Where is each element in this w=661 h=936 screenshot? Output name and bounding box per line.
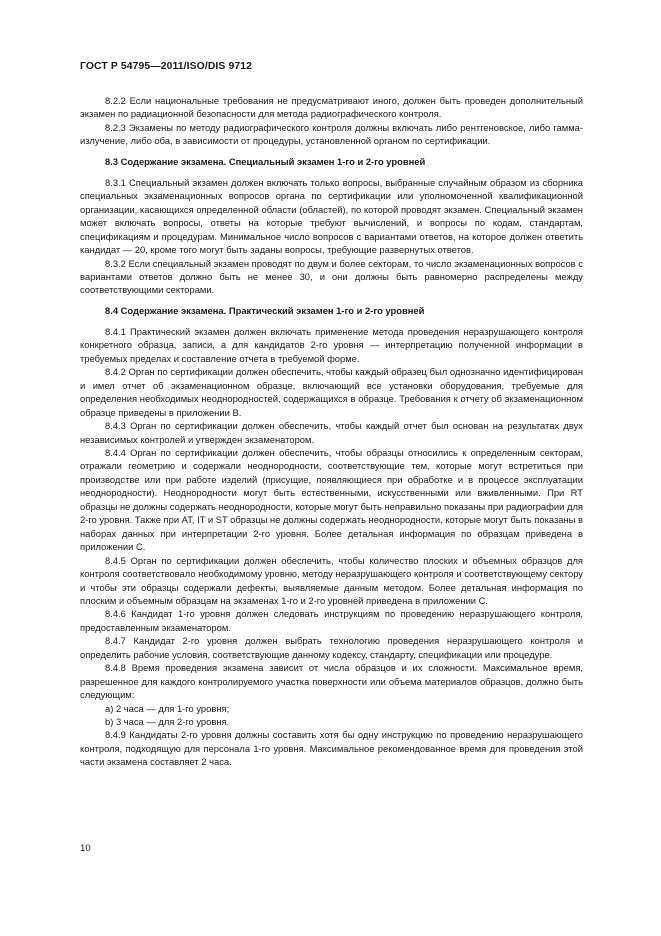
paragraph-8-4-1: 8.4.1 Практический экзамен должен включать применение метода проведения неразрушающего контроля конкретного образца, записи, а для кандидатов 2-го уровня — интерпретацию полученной информации в требуемых пределах и составление отчета в требуемой форме. xyxy=(80,325,583,364)
page-number: 10 xyxy=(80,843,91,854)
paragraph-8-4-5: 8.4.5 Орган по сертификации должен обеспечить, чтобы количество плоских и объемных образцов для контроля соответствовало необходимому уровню, методу неразрушающего контроля и соответствующему сектору и чтобы эти образцы содержали дефекты, выявляемые данным методом. Более детальная информация по плоским и объемным образцам на экзаменах 1-го и 2-го уровней приведена в приложении С. xyxy=(80,554,583,606)
paragraph-8-4-9: 8.4.9 Кандидаты 2-го уровня должны составить хотя бы одну инструкцию по проведению неразрушающего контроля, подходящую для персонала 1-го уровня. Максимальное рекомендованное время для проведения этой части экзамена составляет 2 часа. xyxy=(80,729,583,768)
paragraph-8-3-2: 8.3.2 Если специальный экзамен проводят по двум и более секторам, то число экзаменационных вопросов с вариантами ответов должно быть не менее 30, и они должны быть равномерно распределены между соответствующими секторами. xyxy=(80,257,583,296)
paragraph-8-4-3: 8.4.3 Орган по сертификации должен обеспечить, чтобы каждый отчет был основан на результатах двух независимых контролей и утвержден экзаменатором. xyxy=(80,420,583,445)
standard-designation: ГОСТ Р 54795—2011/ISO/DIS 9712 xyxy=(80,61,252,72)
paragraph-8-4-6: 8.4.6 Кандидат 1-го уровня должен следовать инструкциям по проведению неразрушающего контроля, предоставленным экзаменатором. xyxy=(80,608,583,633)
paragraph-8-2-3: 8.2.3 Экзамены по методу радиографического контроля должны включать либо рентгеновское, либо гамма-излучение, либо оба, в зависимости от процедуры, установленной органом по сертификации. xyxy=(80,121,583,147)
paragraph-8-4-2: 8.4.2 Орган по сертификации должен обеспечить, чтобы каждый образец был однозначно идентифицирован и имел отчет об экзаменационном образце, включающий все установки оборудования, требуемые для определения необходимых неоднородностей, содержащихся в образце. Требования к отчету об экзаменационном образце приведены в приложении В. xyxy=(80,366,583,418)
list-item-a: a) 2 часа — для 1-го уровня; xyxy=(105,702,230,714)
paragraph-8-4-8: 8.4.8 Время проведения экзамена зависит от числа образцов и их сложности. Максимальное время, разрешенное для каждого контролируемого участка поверхности или объема материалов образцов, должно быть следующим: xyxy=(80,662,583,701)
list-item-b: b) 3 часа — для 2-го уровня. xyxy=(105,716,230,728)
section-heading-8-4: 8.4 Содержание экзамена. Практический экзамен 1-го и 2-го уровней xyxy=(105,304,425,316)
paragraph-8-2-2: 8.2.2 Если национальные требования не предусматривают иного, должен быть проведен дополнительный экзамен по радиационной безопасности для метода радиографического контроля. xyxy=(80,95,583,120)
paragraph-8-4-4: 8.4.4 Орган по сертификации должен обеспечить, чтобы образцы относились к определенным секторам, отражали геометрию и содержали неоднородности, соответствующие тем, которые могут встретиться при производстве или при работе изделий (присущие, появляющиеся при обработке и в процессе эксплуатации неоднородности). Неоднородности могут быть естественными, искусственными или вживленными. При RT образцы не должны содержать неоднородности, которые могут быть неправильно показаны при радиографии для 2-го уровня. Также при AT, IT и ST образцы не должны содержать неоднородности, которые могут быть показаны в наборах данных при интерпретации 2-го уровня. Более детальная информация по образцам приведена в приложении С. xyxy=(80,446,583,553)
section-heading-8-3: 8.3 Содержание экзамена. Специальный экзамен 1-го и 2-го уровней xyxy=(105,155,426,167)
page-body xyxy=(80,94,583,769)
paragraph-8-4-7: 8.4.7 Кандидат 2-го уровня должен выбрать технологию проведения неразрушающего контроля и определить рабочие условия, соответствующие данному кодексу, стандарту, спецификации или процедуре. xyxy=(80,635,583,660)
paragraph-8-3-1: 8.3.1 Специальный экзамен должен включать только вопросы, выбранные случайным образом из сборника специальных экзаменационных вопросов органа по сертификации или уполномоченной квалификационной организации, касающихся определенной области (областей), по которой проводят экзамен. Специальный экзамен может включать вопросы, ответы на которые требуют вычислений, и вопросы по кодам, стандартам, спецификациям и процедурам. Минимальное число вопросов с вариантами ответов, на которое должен ответить кандидат — 20, кроме того могут быть заданы вопросы, требующие развернутых ответов. xyxy=(80,176,583,256)
